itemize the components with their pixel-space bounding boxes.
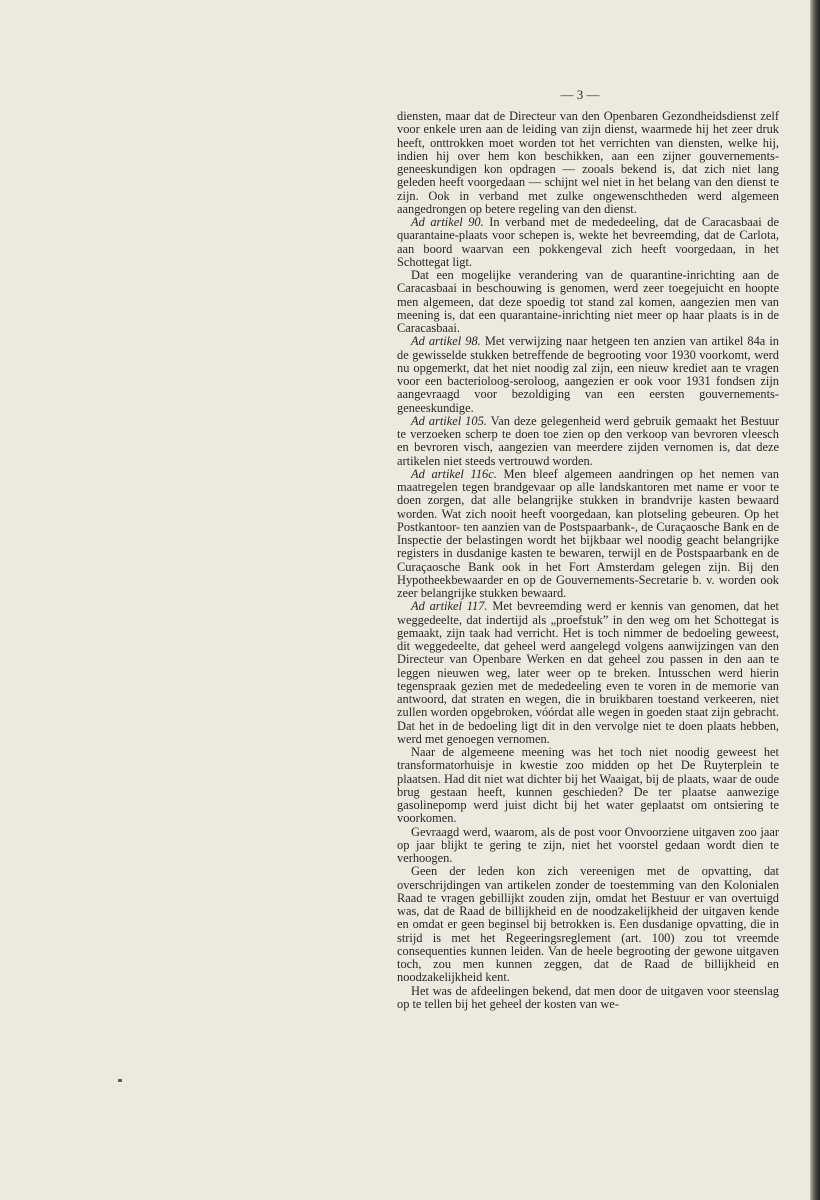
paragraph-text: In verband met de mededeeling, dat de Caracasbaai de quarantaine-plaats voor schepen is, wekte het bevreemding, dat de Carlota, aan boord waarvan een pokkengeval zich heeft voorgedaan, in het Schottegat ligt. xyxy=(397,215,779,269)
paragraph-text: Van deze gelegenheid werd gebruik gemaakt het Bestuur te verzoeken scherp te doen toe zien op den verkoop van bevroren vleesch en bevroren visch, aangezien van meerdere zijden vernomen is, dat deze artikelen niet steeds vertrouwd worden. xyxy=(397,413,779,468)
margin-speck xyxy=(118,1079,122,1082)
paragraph xyxy=(397,335,779,415)
paragraph-text: Met verwijzing naar hetgeen ten anzien van artikel 84a in de gewisselde stukken betreffende de begrooting voor 1930 voorkomt, werd nu opgemerkt, dat het niet noodig zal zijn, een nieuw krediet aan te vragen voor een bacterioloog-seroloog, aangezien er ook voor 1931 fondsen zijn aangevraagd voor bezoldiging van een eersten gouvernements-geneeskundige. xyxy=(397,334,779,415)
paragraph xyxy=(397,468,779,601)
paragraph-text: Men bleef algemeen aandringen op het nemen van maatregelen tegen brandgevaar op alle landskantoren met name er voor te doen zorgen, dat alle belangrijke stukken in brandvrije kasten bewaard worden. Wat zich nooit heeft voorgedaan, kan plotseling gebeuren. Op het Postkantoor- ten aanzien van de Postspaarbank-, de Curaçaosche Bank en de Inspectie der belastingen wordt het bijkbaar wel noodig geacht belangrijke registers in dusdanige kasten te bewaren, terwijl en de Postspaarbank en de Curaçaosche Bank ook in het Fort Amsterdam gelegen zijn. Bij den Hypotheekbewaarder en op de Gouvernements-Secretarie b. v. worden ook zeer belangrijke stukken bewaard. xyxy=(397,466,779,600)
paragraph-text: Met bevreemding werd er kennis van genomen, dat het weggedeelte, dat indertijd als „proefstuk” in den weg om het Schottegat is gemaakt, zijn taak had verricht. Het is toch nimmer de bedoeling geweest, dit weggedeelte, dat geheel werd aangelegd volgens aanwijzingen van den Directeur van Openbare Werken en dat geheel zou passen in den aan te leggen nieuwen weg, later weer op te breken. Intusschen werd hierin tegenspraak gezien met de mededeeling even te voren in de memorie van antwoord, dat straten en wegen, die in bruikbaren toestand verkeeren, niet zullen worden opgebroken, vóórdat alle wegen in goeden staat zijn gebracht. Dat het in de bedoeling ligt dit in den vervolge niet te doen plaats hebben, werd met genoegen vernomen. xyxy=(397,599,779,746)
paragraph xyxy=(397,600,779,746)
paragraph-text: Het was de afdeelingen bekend, dat men door de uitgaven voor steenslag op te tellen bij het geheel der kosten van we- xyxy=(397,983,779,1011)
paragraph xyxy=(397,216,779,269)
paragraph xyxy=(397,110,779,216)
article-reference: Ad artikel 105. xyxy=(411,413,487,428)
paragraph-text: Naar de algemeene meening was het toch niet noodig geweest het transformatorhuisje in kwestie zoo midden op het De Ruyterplein te plaatsen. Had dit niet wat dichter bij het Waaigat, bij de plaats, waar de oude brug gestaan heeft, kunnen geschieden? De ter plaatse aanwezige gasolinepomp werd juist dicht bij het water geplaatst om ontsiering te voorkomen. xyxy=(397,745,779,826)
paragraph-text: diensten, maar dat de Directeur van den Openbaren Gezondheidsdienst zelf voor enkele uren aan de leiding van zijn dienst, waarmede hij het zeer druk heeft, onttrokken moet worden tot het verrichten van diensten, welke hij, indien hij over hem kon beschikken, aan een zijner gouvernements-geneeskundigen kon opdragen — zooals bekend is, dat zich niet lang geleden heeft voorgedaan — schijnt wel niet in het belang van den dienst te zijn. Ook in verband met zulke ongewenschtheden werd algemeen aangedrongen op betere regeling van den dienst. xyxy=(397,109,779,216)
paragraph xyxy=(397,746,779,826)
paragraph-text: Dat een mogelijke verandering van de quarantine-inrichting aan de Caracasbaai in beschouwing is genomen, werd zeer toegejuicht en hoopte men algemeen, dat deze spoedig tot stand zal komen, aangezien men van meening is, dat een quarantaine-inrichting niet meer op haar plaats is in de Caracasbaai. xyxy=(397,268,779,335)
article-reference: Ad artikel 116c. xyxy=(411,466,497,481)
paragraph xyxy=(397,269,779,335)
paragraph xyxy=(397,415,779,468)
paragraph xyxy=(397,826,779,866)
paragraph-text: Gevraagd werd, waarom, als de post voor Onvoorziene uitgaven zoo jaar op jaar blijkt te gering te zijn, niet het voorstel gedaan wordt dien te verhoogen. xyxy=(397,824,779,865)
paragraph xyxy=(397,985,779,1012)
body-text xyxy=(397,110,779,1011)
paragraph xyxy=(397,865,779,984)
article-reference: Ad artikel 90. xyxy=(411,215,484,229)
paragraph-text: Geen der leden kon zich vereenigen met de opvatting, dat overschrijdingen van artikelen zonder de toestemming van den Kolonialen Raad te vragen gebillijkt zouden zijn, omdat het Bestuur er van overtuigd was, dat de Raad de billijkheid en de noodzakelijkheid der uitgaven kende en omdat er geen beginsel bij betrokken is. Een dusdanige opvatting, die in strijd is met het Regeeringsreglement (art. 100) zou tot vreemde consequenties kunnen leiden. Van de heele begrooting der gewone uitgaven toch, zou men kunnen zeggen, dat de Raad de billijkheid en noodzakelijkheid kent. xyxy=(397,864,779,985)
article-reference: Ad artikel 98. xyxy=(411,334,481,349)
scan-page-edge xyxy=(810,0,820,1200)
page-number: — 3 — xyxy=(560,87,600,102)
article-reference: Ad artikel 117. xyxy=(411,599,488,614)
